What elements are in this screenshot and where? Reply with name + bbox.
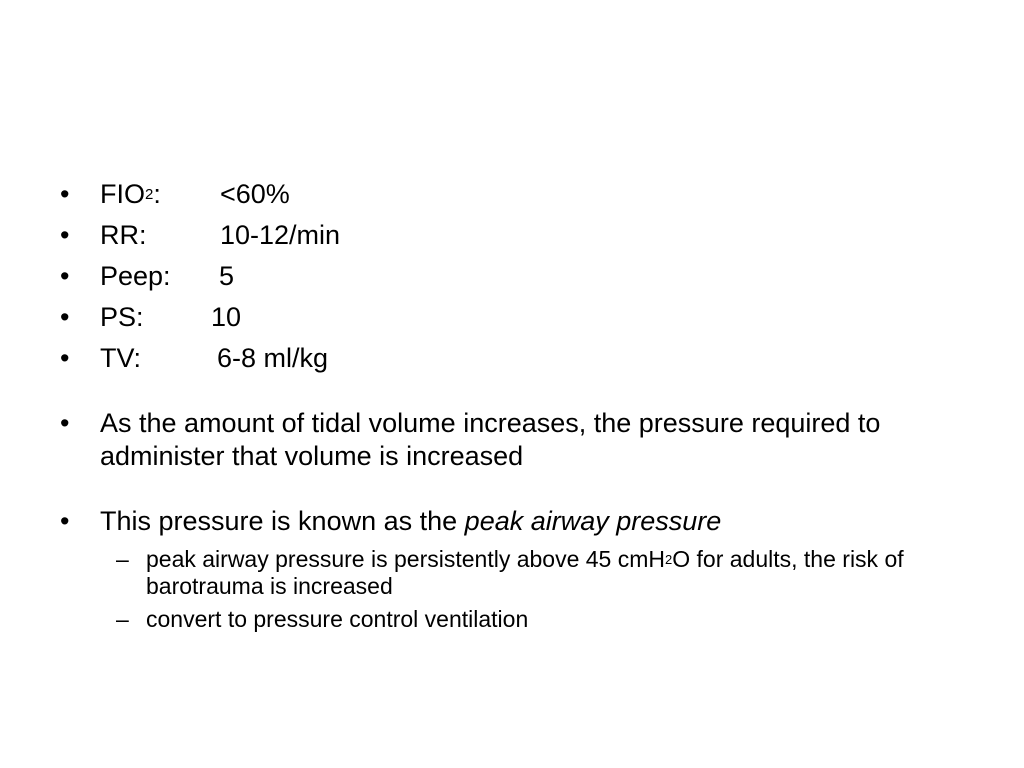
ps-label: PS: [100, 302, 144, 332]
peep-value: 5 [219, 261, 235, 291]
fio2-label-main: FIO [100, 179, 145, 209]
bullet-glyph: • [60, 343, 70, 373]
bullet-glyph: • [60, 302, 70, 332]
bullet-glyph: • [60, 179, 70, 209]
setting-tv [58, 342, 978, 375]
bullet-glyph: • [60, 220, 70, 250]
setting-fio2 [58, 178, 978, 211]
dash-glyph: – [116, 546, 129, 572]
setting-peep [58, 260, 978, 293]
fio2-value: <60% [220, 179, 290, 209]
bullet-glyph: • [60, 408, 70, 438]
barotrauma-text-before: peak airway pressure is persistently above 45 cmH [146, 546, 666, 572]
peak-pressure-emphasis: peak airway pressure [464, 506, 722, 536]
cmh2o-subscript: 2 [665, 552, 673, 567]
tv-label: TV: [100, 343, 142, 373]
peep-label: Peep: [100, 261, 171, 291]
slide-content [58, 178, 978, 633]
ps-value: 10 [211, 302, 242, 332]
fio2-subscript: 2 [145, 186, 154, 203]
bullet-glyph: • [60, 261, 70, 291]
tidal-volume-point [58, 407, 978, 473]
peak-pressure-prefix: This pressure is known as the [100, 506, 465, 536]
setting-rr [58, 219, 978, 252]
peak-pressure-point [58, 505, 978, 538]
convert-subpoint [58, 606, 978, 633]
fio2-label-suffix: : [153, 179, 161, 209]
spacer [58, 383, 978, 407]
rr-value: 10-12/min [220, 220, 341, 250]
dash-glyph: – [116, 606, 129, 632]
bullet-glyph: • [60, 506, 70, 536]
setting-label [100, 178, 220, 211]
rr-label: RR: [100, 220, 147, 250]
convert-text: convert to pressure control ventilation [146, 606, 529, 632]
barotrauma-subpoint [58, 546, 978, 600]
setting-ps [58, 301, 978, 334]
tidal-volume-text: As the amount of tidal volume increases, the pressure required to administer that volume is increased [100, 408, 881, 471]
spacer [58, 481, 978, 505]
tv-value: 6-8 ml/kg [217, 343, 329, 373]
barotrauma-text-after: O for adults, the risk of barotrauma is increased [146, 546, 904, 599]
